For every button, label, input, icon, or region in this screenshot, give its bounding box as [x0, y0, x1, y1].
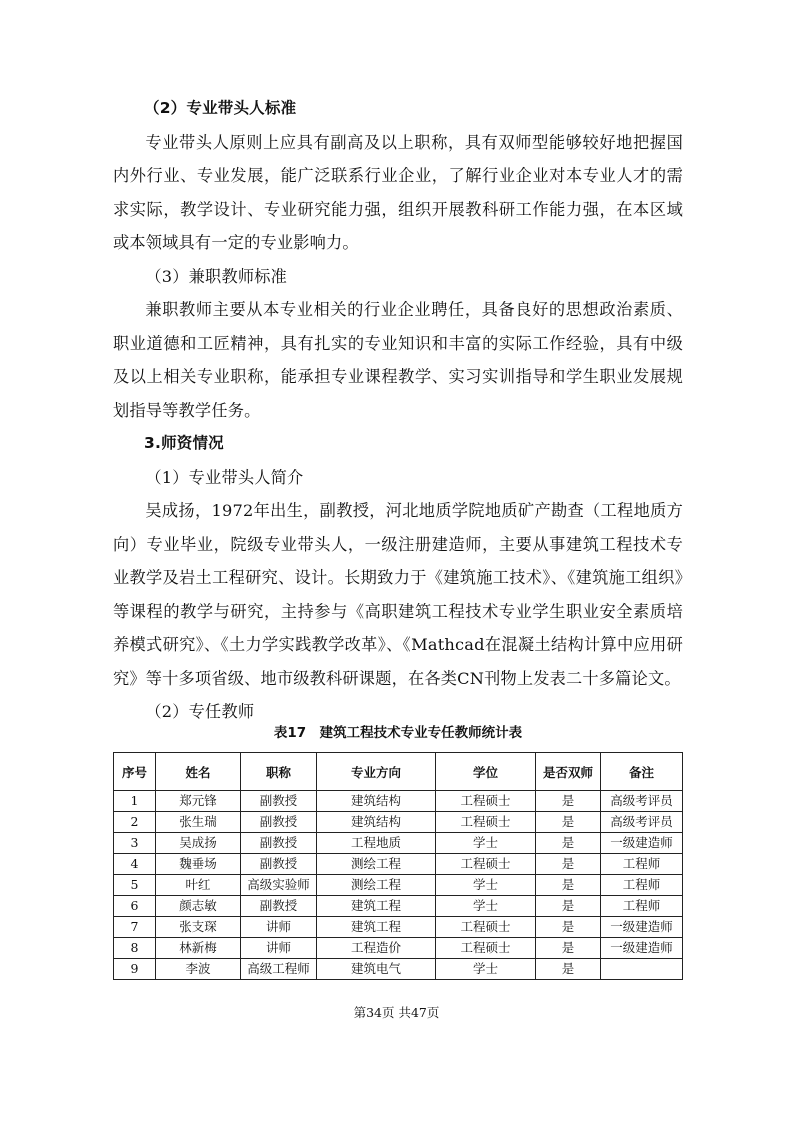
cell-degree: 学士 — [436, 896, 536, 917]
cell-remark: 工程师 — [601, 854, 683, 875]
page-footer: 第34页 共47页 — [353, 1005, 440, 1020]
cell-degree: 学士 — [436, 959, 536, 980]
cell-index: 8 — [114, 938, 156, 959]
cell-degree: 工程硕士 — [436, 812, 536, 833]
cell-title: 副教授 — [241, 812, 317, 833]
subheading-leader-standard: （2）专业带头人标准 — [144, 99, 297, 117]
cell-remark: 工程师 — [601, 896, 683, 917]
cell-index: 3 — [114, 833, 156, 854]
header-degree: 学位 — [436, 753, 536, 791]
cell-major: 建筑电气 — [317, 959, 436, 980]
subheading-fulltime-teachers: （2）专任教师 — [145, 702, 255, 721]
cell-remark: 一级建造师 — [601, 917, 683, 938]
cell-dual-teacher: 是 — [536, 833, 601, 854]
table-header-row — [114, 753, 683, 791]
cell-major: 建筑结构 — [317, 791, 436, 812]
cell-dual-teacher: 是 — [536, 854, 601, 875]
subheading-leader-intro: （1）专业带头人简介 — [145, 467, 304, 487]
cell-dual-teacher: 是 — [536, 812, 601, 833]
header-index: 序号 — [114, 753, 156, 791]
cell-title: 高级实验师 — [241, 875, 317, 896]
table-row — [114, 854, 683, 875]
cell-name: 叶红 — [156, 875, 241, 896]
body-text-block — [113, 92, 683, 729]
cell-degree: 工程硕士 — [436, 917, 536, 938]
cell-index: 5 — [114, 875, 156, 896]
cell-dual-teacher: 是 — [536, 938, 601, 959]
cell-major: 工程造价 — [317, 938, 436, 959]
paragraph-leader-standard: 专业带头人原则上应具有副高及以上职称，具有双师型能够较好地把握国内外行业、专业发展，能广泛联系行业企业，了解行业企业对本专业人才的需求实际，教学设计、专业研究能力强，组织开展教科研工作能力强，在本区域或本领域具有一定的专业影响力。 — [113, 132, 683, 252]
cell-degree: 学士 — [436, 833, 536, 854]
cell-remark: 工程师 — [601, 875, 683, 896]
cell-remark: 高级考评员 — [601, 791, 683, 812]
cell-dual-teacher: 是 — [536, 959, 601, 980]
cell-major: 测绘工程 — [317, 854, 436, 875]
cell-title: 副教授 — [241, 791, 317, 812]
cell-dual-teacher: 是 — [536, 896, 601, 917]
table-body — [114, 791, 683, 980]
cell-major: 建筑结构 — [317, 812, 436, 833]
cell-remark — [601, 959, 683, 980]
teacher-statistics-table — [113, 752, 683, 980]
table-row — [114, 896, 683, 917]
header-name: 姓名 — [156, 753, 241, 791]
cell-dual-teacher: 是 — [536, 875, 601, 896]
cell-degree: 工程硕士 — [436, 854, 536, 875]
cell-remark: 一级建造师 — [601, 833, 683, 854]
cell-title: 讲师 — [241, 917, 317, 938]
cell-degree: 工程硕士 — [436, 938, 536, 959]
cell-name: 吴成扬 — [156, 833, 241, 854]
cell-name: 郑元锋 — [156, 791, 241, 812]
cell-dual-teacher: 是 — [536, 917, 601, 938]
table-row — [114, 875, 683, 896]
header-major: 专业方向 — [317, 753, 436, 791]
paragraph-leader-intro: 吴成扬，1972年出生，副教授，河北地质学院地质矿产勘查（工程地质方向）专业毕业，院级专业带头人，一级注册建造师，主要从事建筑工程技术专业教学及岩土工程研究、设计。长期致力于《建筑施工技术》、《建筑施工组织》等课程的教学与研究，主持参与《高职建筑工程技术专业学生职业安全素质培养模式研究》、《土力学实践教学改革》、《Mathcad在混凝土结构计算中应用研究》等十多项省级、地市级教科研课题，在各类CN刊物上发表二十多篇论文。 — [113, 501, 683, 688]
table-caption: 表17 建筑工程技术专业专任教师统计表 — [273, 725, 523, 741]
cell-major: 建筑工程 — [317, 896, 436, 917]
header-title: 职称 — [241, 753, 317, 791]
cell-dual-teacher: 是 — [536, 791, 601, 812]
cell-name: 张生瑞 — [156, 812, 241, 833]
paragraph-parttime-standard: 兼职教师主要从本专业相关的行业企业聘任，具备良好的思想政治素质、职业道德和工匠精神，具有扎实的专业知识和丰富的实际工作经验，具有中级及以上相关专业职称，能承担专业课程教学、实习实训指导和学生职业发展规划指导等教学任务。 — [113, 300, 683, 420]
cell-name: 李波 — [156, 959, 241, 980]
table-row — [114, 938, 683, 959]
cell-major: 建筑工程 — [317, 917, 436, 938]
cell-name: 林新梅 — [156, 938, 241, 959]
cell-degree: 学士 — [436, 875, 536, 896]
cell-index: 9 — [114, 959, 156, 980]
table-row — [114, 812, 683, 833]
table-row — [114, 833, 683, 854]
header-dual-teacher: 是否双师 — [536, 753, 601, 791]
cell-title: 高级工程师 — [241, 959, 317, 980]
cell-index: 2 — [114, 812, 156, 833]
table-row — [114, 791, 683, 812]
cell-name: 张支琛 — [156, 917, 241, 938]
cell-name: 颜志敏 — [156, 896, 241, 917]
cell-index: 7 — [114, 917, 156, 938]
cell-title: 副教授 — [241, 854, 317, 875]
cell-index: 6 — [114, 896, 156, 917]
cell-index: 4 — [114, 854, 156, 875]
cell-title: 副教授 — [241, 833, 317, 854]
header-remark: 备注 — [601, 753, 683, 791]
cell-major: 工程地质 — [317, 833, 436, 854]
table-row — [114, 959, 683, 980]
cell-degree: 工程硕士 — [436, 791, 536, 812]
cell-index: 1 — [114, 791, 156, 812]
cell-major: 测绘工程 — [317, 875, 436, 896]
cell-title: 副教授 — [241, 896, 317, 917]
cell-name: 魏垂场 — [156, 854, 241, 875]
cell-remark: 高级考评员 — [601, 812, 683, 833]
cell-title: 讲师 — [241, 938, 317, 959]
cell-remark: 一级建造师 — [601, 938, 683, 959]
subheading-parttime-standard: （3）兼职教师标准 — [145, 266, 287, 286]
section-heading-faculty: 3.师资情况 — [144, 434, 224, 452]
table-row — [114, 917, 683, 938]
